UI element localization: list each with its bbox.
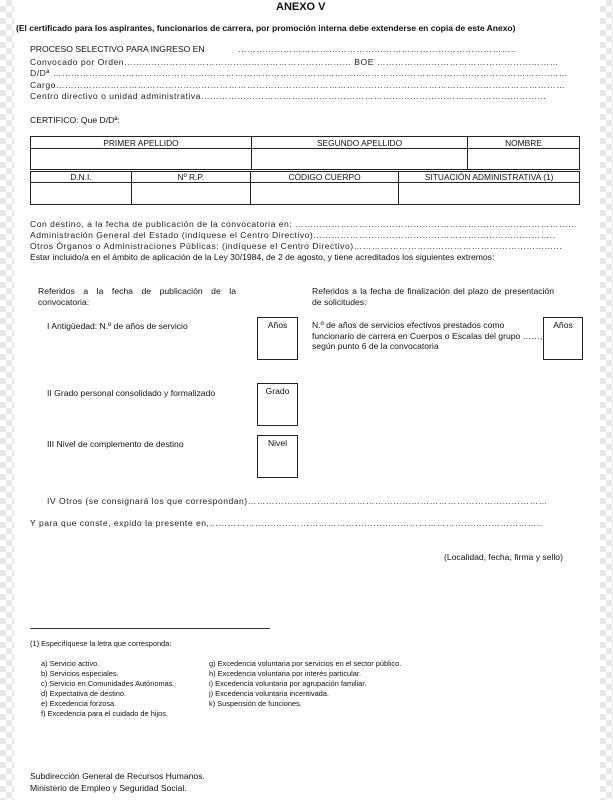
footnote-item-k: k) Suspensión de funciones. (209, 699, 302, 708)
cell-situacion (399, 183, 580, 205)
signature-line-2: Ministerio de Empleo y Seguridad Social. (30, 783, 187, 793)
servicios-text: N.º de años de servicios efectivos prestados como funcionario de carrera en Cuerpos o Escalas del grupo ……, según punto 6 de la convocatoria (312, 320, 543, 352)
cargo-line: Cargo…………………………………………………………………………………………………………………………………………………… (30, 80, 566, 90)
col-segundo-apellido: SEGUNDO APELLIDO (252, 137, 468, 149)
cell-nrp (132, 183, 251, 205)
cell-segundo-apellido (252, 149, 468, 170)
proceso-label: PROCESO SELECTIVO PARA INGRESO EN (30, 44, 205, 54)
annex-subtitle: (El certificado para los aspirantes, funcionarios de carrera, por promoción interna debe extenderse en copia de este Anexo) (16, 23, 516, 33)
footnote-item-i: i) Excedencia voluntaria por agrupación familiar. (209, 679, 367, 688)
referidos-left: Referidos a la fecha de publicación de la convocatoria: (38, 286, 236, 307)
firma-label: (Localidad, fecha, firma y sello) (444, 552, 563, 562)
cell-nombre (468, 149, 580, 170)
footnote-item-b: b) Servicios especiales. (41, 669, 119, 678)
conste-line: Y para que conste, expido la presente en,……………………………………………………………………………………………….. (30, 518, 543, 528)
cell-primer-apellido (31, 149, 252, 170)
grado-label: II Grado personal consolidado y formalizado (47, 388, 216, 398)
anos-box-right: Años (543, 317, 583, 360)
footnote-item-j: j) Excedencia voluntaria incentivada. (209, 689, 329, 698)
footnote-divider (30, 628, 270, 629)
nivel-label: III Nivel de complemento de destino (47, 439, 184, 449)
convocado-line: Convocado por Orden………………………………………………………………… BOE …………………………………………………… (30, 57, 559, 67)
otros-line: IV Otros (se consignará los que correspondan)……………………………………………………………………………………… (47, 496, 548, 506)
grado-box: Grado (257, 383, 298, 426)
col-situacion: SITUACIÓN ADMINISTRATIVA (1) (399, 172, 580, 183)
cell-dni (31, 183, 132, 205)
col-nombre: NOMBRE (468, 137, 580, 149)
cell-codigo-cuerpo (250, 183, 399, 205)
footnote-item-f: f) Excedencia para el cuidado de hijos. (41, 709, 168, 718)
col-nrp: Nº R.P. (132, 172, 251, 183)
footnote-title: (1) Especifíquese la letra que corresponda: (30, 639, 172, 648)
certifico-label: CERTIFICO: Que D/Dª: (30, 115, 120, 125)
col-dni: D.N.I. (31, 172, 132, 183)
footnote-item-c: c) Servicio en Comunidades Autónomas. (41, 679, 175, 688)
referidos-right: Referidos a la fecha de finalización del plazo de presentación de solicitudes: (312, 286, 554, 307)
footnote-item-h: h) Excedencia voluntaria por interés particular. (209, 669, 361, 678)
antiguedad-label: I Antigüedad: N.º de años de servicio (47, 321, 188, 331)
col-primer-apellido: PRIMER APELLIDO (31, 137, 252, 149)
footnote-item-d: d) Expectativa de destino. (41, 689, 127, 698)
data-table (30, 136, 580, 170)
data-table-2 (30, 171, 580, 205)
nivel-box: Nivel (257, 435, 298, 478)
destino-line-2: Administración General del Estado (indíquese el Centro Directivo)…………………………………………………………………….. (30, 230, 556, 240)
col-codigo-cuerpo: CÓDIGO CUERPO (250, 172, 399, 183)
dd-line: D/Dª ………………………………………………………………………………………………………………………………………………..…… (30, 68, 568, 78)
signature-line-1: Subdirección General de Recursos Humanos. (30, 771, 205, 781)
footnote-item-a: a) Servicio activo. (41, 659, 100, 668)
document-page (14, 0, 600, 800)
proceso-dots: ……………………………………………………………………………….. (238, 44, 517, 54)
destino-line-3: Otros Órganos o Administraciones Públicas: (indíquese el Centro Directivo)…………………………………………………………... (30, 241, 563, 251)
anos-box-left: Años (257, 317, 298, 360)
annex-title: ANEXO V (276, 1, 326, 13)
centro-line: Centro directivo o unidad administrativa…………………………………………………………………………………………………… (30, 91, 547, 101)
destino-line-1: Con destino, a la fecha de publicación de la convocatoria en: ………………………………………………………………………………… (30, 219, 578, 229)
footnote-item-g: g) Excedencia voluntaria por servicios en el sector público. (209, 659, 402, 668)
destino-line-4: Estar incluido/a en el ámbito de aplicación de la Ley 30/1984, de 2 de agosto, y tiene acreditados los siguientes extremos: (30, 252, 495, 262)
footnote-item-e: e) Excedencia forzosa. (41, 699, 117, 708)
